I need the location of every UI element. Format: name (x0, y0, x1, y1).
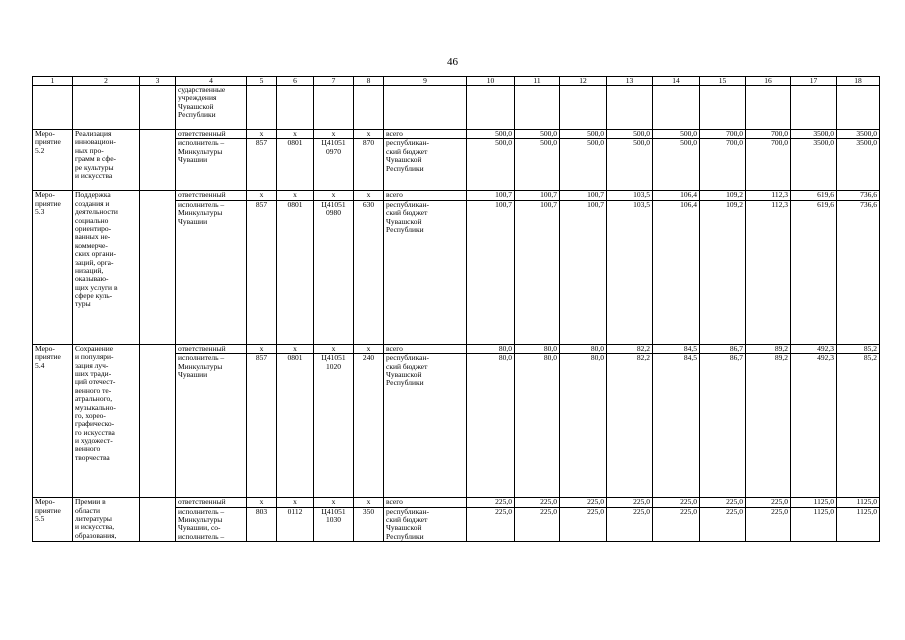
funding-source-cell: всего (384, 344, 467, 353)
table-row-total (33, 344, 880, 353)
col-header: 15 (700, 77, 746, 86)
section-code-cell: x (277, 344, 314, 353)
amount-cell: 225,0 (515, 498, 560, 507)
amount-cell: 500,0 (560, 130, 607, 139)
expense-type-cell: 350 (354, 507, 384, 542)
amount-cell: 80,0 (515, 354, 560, 498)
grbs-code-cell: x (247, 498, 277, 507)
amount-cell: 736,6 (837, 200, 880, 344)
expense-type-cell: x (354, 498, 384, 507)
col-header: 8 (354, 77, 384, 86)
amount-cell: 100,7 (515, 200, 560, 344)
column-number-header (33, 77, 880, 86)
responsible-cell: сударственные учреждения Чувашской Республики (176, 86, 247, 130)
grbs-code-cell: x (247, 191, 277, 200)
amount-cell: 106,4 (653, 200, 700, 344)
amount-cell: 700,0 (700, 139, 746, 191)
amount-cell: 80,0 (560, 344, 607, 353)
responsible-cell: исполнитель – Минкультуры Чувашии (176, 139, 247, 191)
col-header: 7 (314, 77, 354, 86)
event-number-cell: Меро- приятие 5.3 (33, 191, 73, 344)
grbs-code-cell: x (247, 130, 277, 139)
expense-type-cell: 240 (354, 354, 384, 498)
amount-cell: 225,0 (560, 498, 607, 507)
responsible-cell: ответственный (176, 191, 247, 200)
amount-cell: 86,7 (700, 354, 746, 498)
grbs-code-cell: x (247, 344, 277, 353)
section-code-cell: x (277, 191, 314, 200)
target-article-cell: x (314, 191, 354, 200)
amount-cell: 80,0 (560, 354, 607, 498)
section-code-cell: 0801 (277, 139, 314, 191)
grbs-code-cell: 857 (247, 200, 277, 344)
amount-cell: 3500,0 (791, 130, 837, 139)
amount-cell: 80,0 (515, 344, 560, 353)
amount-cell: 225,0 (560, 507, 607, 542)
amount-cell: 80,0 (467, 354, 515, 498)
funding-source-cell: республикан- ский бюджет Чувашской Республики (384, 354, 467, 498)
amount-cell: 1125,0 (791, 498, 837, 507)
amount-cell: 225,0 (653, 507, 700, 542)
amount-cell: 3500,0 (837, 130, 880, 139)
page-number: 46 (447, 56, 458, 68)
responsible-cell: исполнитель – Минкультуры Чувашии (176, 200, 247, 344)
col-header: 5 (247, 77, 277, 86)
col-header: 2 (73, 77, 140, 86)
section-code-cell: 0801 (277, 354, 314, 498)
section-code-cell: x (277, 498, 314, 507)
col-header: 3 (140, 77, 176, 86)
empty-cell (140, 344, 176, 497)
amount-cell: 225,0 (515, 507, 560, 542)
amount-cell: 225,0 (607, 507, 653, 542)
amount-cell: 500,0 (607, 139, 653, 191)
amount-cell: 89,2 (746, 344, 791, 353)
expense-type-cell: x (354, 191, 384, 200)
table-row-total (33, 130, 880, 139)
col-header: 17 (791, 77, 837, 86)
target-article-cell: x (314, 498, 354, 507)
funding-source-cell: республикан- ский бюджет Чувашской Республики (384, 200, 467, 344)
amount-cell: 225,0 (467, 498, 515, 507)
amount-cell: 85,2 (837, 354, 880, 498)
expense-type-cell: x (354, 130, 384, 139)
amount-cell: 736,6 (837, 191, 880, 200)
amount-cell: 103,5 (607, 191, 653, 200)
event-name-cell: Поддержка создания и деятельности социально ориентиро- ванных не- коммерче- ских органи- заций, орга- низаций, оказываю- щих услуги в сфере куль- туры (73, 191, 140, 344)
grbs-code-cell: 857 (247, 354, 277, 498)
table-row-carry-over (33, 86, 880, 130)
amount-cell: 89,2 (746, 354, 791, 498)
amount-cell: 492,3 (791, 354, 837, 498)
table-body (33, 86, 880, 542)
amount-cell: 619,6 (791, 200, 837, 344)
funding-source-cell: всего (384, 191, 467, 200)
amount-cell: 225,0 (746, 498, 791, 507)
amount-cell: 86,7 (700, 344, 746, 353)
funding-source-cell: всего (384, 130, 467, 139)
amount-cell: 100,7 (515, 191, 560, 200)
amount-cell: 225,0 (700, 498, 746, 507)
amount-cell: 109,2 (700, 191, 746, 200)
amount-cell: 500,0 (653, 130, 700, 139)
target-article-cell: x (314, 344, 354, 353)
amount-cell: 3500,0 (791, 139, 837, 191)
amount-cell: 225,0 (700, 507, 746, 542)
target-article-cell: Ц41051 1030 (314, 507, 354, 542)
amount-cell: 500,0 (607, 130, 653, 139)
expense-type-cell: 870 (354, 139, 384, 191)
empty-cell (140, 130, 176, 191)
amount-cell: 225,0 (653, 498, 700, 507)
amount-cell: 225,0 (607, 498, 653, 507)
grbs-code-cell: 803 (247, 507, 277, 542)
amount-cell: 112,3 (746, 200, 791, 344)
target-article-cell: Ц41051 1020 (314, 354, 354, 498)
col-header: 9 (384, 77, 467, 86)
amount-cell: 500,0 (515, 130, 560, 139)
amount-cell: 109,2 (700, 200, 746, 344)
amount-cell: 82,2 (607, 354, 653, 498)
event-name-cell: Реализация инновацион- ных про- грамм в сфе- ре культуры и искусства (73, 130, 140, 191)
event-number-cell: Меро- приятие 5.4 (33, 344, 73, 497)
col-header: 18 (837, 77, 880, 86)
amount-cell: 500,0 (467, 130, 515, 139)
amount-cell: 100,7 (560, 191, 607, 200)
responsible-cell: исполнитель – Минкультуры Чувашии (176, 354, 247, 498)
amount-cell: 106,4 (653, 191, 700, 200)
responsible-cell: ответственный (176, 130, 247, 139)
event-name-cell: Сохранение и популяри- зация луч- ших тради- ций отечест- венного те- атрального, музыкально- го, хорео- графическо- го искусства и художест- венного творчества (73, 344, 140, 497)
amount-cell: 225,0 (467, 507, 515, 542)
amount-cell: 85,2 (837, 344, 880, 353)
amount-cell: 619,6 (791, 191, 837, 200)
funding-source-cell: республикан- ский бюджет Чувашской Республики (384, 507, 467, 542)
section-code-cell: 0801 (277, 200, 314, 344)
target-article-cell: Ц41051 0980 (314, 200, 354, 344)
expense-type-cell: x (354, 344, 384, 353)
col-header: 16 (746, 77, 791, 86)
funding-source-cell: республикан- ский бюджет Чувашской Республики (384, 139, 467, 191)
empty-cell (140, 191, 176, 344)
program-budget-table (32, 76, 880, 542)
expense-type-cell: 630 (354, 200, 384, 344)
event-number-cell: Меро- приятие 5.5 (33, 498, 73, 542)
table-row-total (33, 498, 880, 507)
amount-cell: 103,5 (607, 200, 653, 344)
col-header: 6 (277, 77, 314, 86)
section-code-cell: 0112 (277, 507, 314, 542)
target-article-cell: x (314, 130, 354, 139)
amount-cell: 82,2 (607, 344, 653, 353)
amount-cell: 100,7 (467, 191, 515, 200)
amount-cell: 1125,0 (837, 498, 880, 507)
col-header: 4 (176, 77, 247, 86)
amount-cell: 3500,0 (837, 139, 880, 191)
amount-cell: 84,5 (653, 344, 700, 353)
amount-cell: 700,0 (746, 130, 791, 139)
amount-cell: 492,3 (791, 344, 837, 353)
amount-cell: 700,0 (746, 139, 791, 191)
event-name-cell: Премии в области литературы и искусства, образования, (73, 498, 140, 542)
section-code-cell: x (277, 130, 314, 139)
amount-cell: 84,5 (653, 354, 700, 498)
amount-cell: 1125,0 (837, 507, 880, 542)
amount-cell: 500,0 (560, 139, 607, 191)
event-number-cell: Меро- приятие 5.2 (33, 130, 73, 191)
col-header: 1 (33, 77, 73, 86)
empty-cell (140, 498, 176, 542)
col-header: 14 (653, 77, 700, 86)
col-header: 13 (607, 77, 653, 86)
amount-cell: 225,0 (746, 507, 791, 542)
responsible-cell: ответственный (176, 344, 247, 353)
amount-cell: 700,0 (700, 130, 746, 139)
amount-cell: 112,3 (746, 191, 791, 200)
col-header: 11 (515, 77, 560, 86)
grbs-code-cell: 857 (247, 139, 277, 191)
amount-cell: 80,0 (467, 344, 515, 353)
col-header: 10 (467, 77, 515, 86)
amount-cell: 500,0 (467, 139, 515, 191)
amount-cell: 100,7 (467, 200, 515, 344)
amount-cell: 500,0 (653, 139, 700, 191)
responsible-cell: ответственный (176, 498, 247, 507)
funding-source-cell: всего (384, 498, 467, 507)
amount-cell: 1125,0 (791, 507, 837, 542)
target-article-cell: Ц41051 0970 (314, 139, 354, 191)
col-header: 12 (560, 77, 607, 86)
responsible-cell: исполнитель – Минкультуры Чувашии, со- исполнитель – (176, 507, 247, 542)
amount-cell: 500,0 (515, 139, 560, 191)
table-row-total (33, 191, 880, 200)
amount-cell: 100,7 (560, 200, 607, 344)
